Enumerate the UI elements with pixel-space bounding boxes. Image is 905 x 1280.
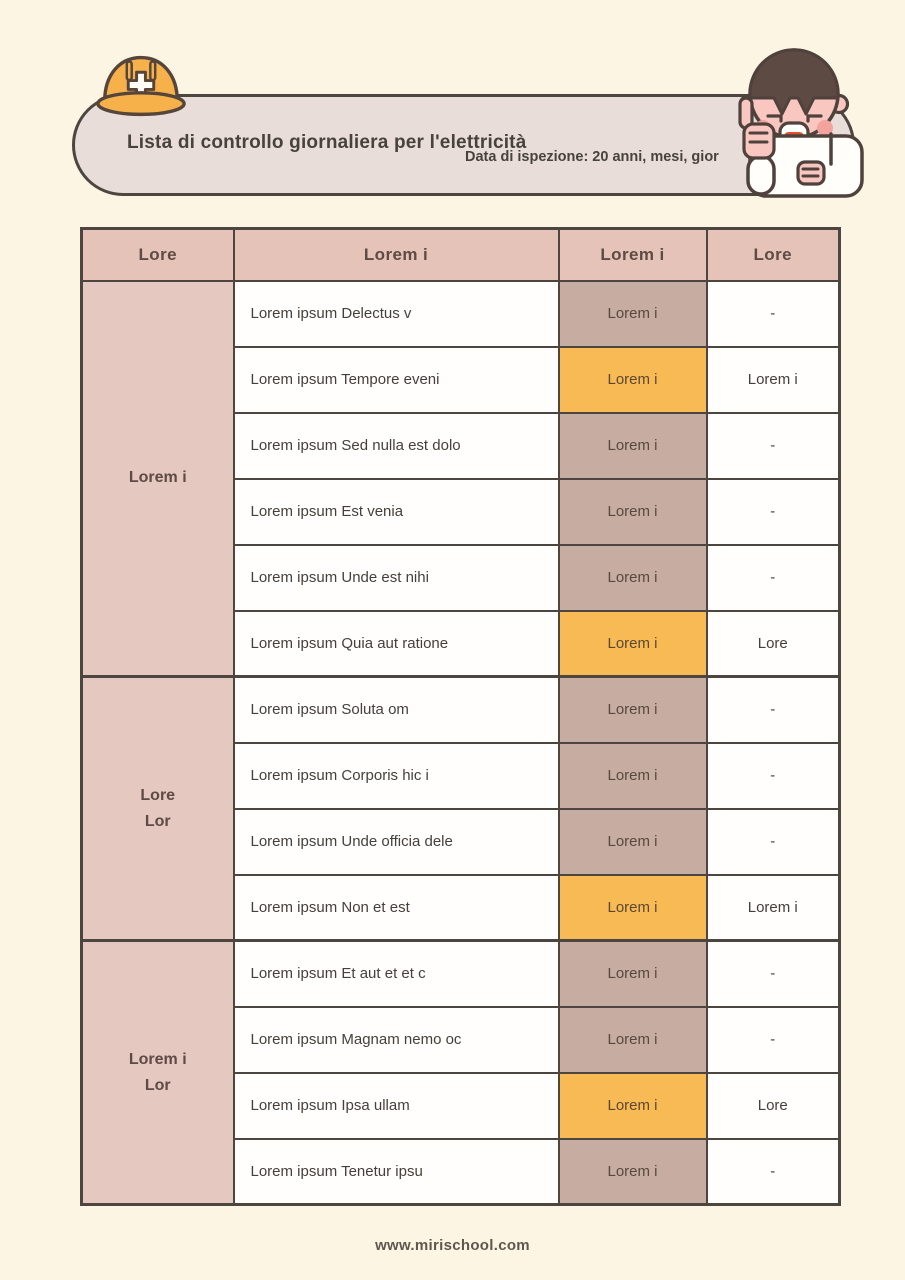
page-title: Lista di controllo giornaliera per l'elettricità xyxy=(127,132,527,153)
table-row xyxy=(82,281,840,347)
item-cell: Lorem ipsum Sed nulla est dolo xyxy=(234,413,559,479)
status-cell: Lorem i xyxy=(559,941,707,1007)
note-cell: - xyxy=(707,677,840,743)
note-cell: Lorem i xyxy=(707,347,840,413)
item-cell: Lorem ipsum Non et est xyxy=(234,875,559,941)
note-cell: - xyxy=(707,545,840,611)
inspection-date-label: Data di ispezione: 20 anni, mesi, gior xyxy=(465,149,719,165)
group-cell xyxy=(82,677,234,941)
note-cell: - xyxy=(707,413,840,479)
item-cell: Lorem ipsum Est venia xyxy=(234,479,559,545)
note-cell: - xyxy=(707,1007,840,1073)
group-label-line: Lor xyxy=(144,812,171,830)
group-cell xyxy=(82,941,234,1205)
item-cell: Lorem ipsum Soluta om xyxy=(234,677,559,743)
table-row xyxy=(82,677,840,743)
status-cell: Lorem i xyxy=(559,347,707,413)
note-cell: Lore xyxy=(707,611,840,677)
note-cell: - xyxy=(707,941,840,1007)
status-cell: Lorem i xyxy=(559,1007,707,1073)
hard-hat-icon xyxy=(92,46,190,124)
note-cell: - xyxy=(707,281,840,347)
note-cell: Lorem i xyxy=(707,875,840,941)
table-row xyxy=(82,941,840,1007)
note-cell: - xyxy=(707,809,840,875)
status-cell: Lorem i xyxy=(559,809,707,875)
item-cell: Lorem ipsum Corporis hic i xyxy=(234,743,559,809)
status-cell: Lorem i xyxy=(559,1139,707,1205)
column-header-note: Lore xyxy=(707,229,840,281)
note-cell: - xyxy=(707,1139,840,1205)
note-cell: - xyxy=(707,479,840,545)
item-cell: Lorem ipsum Et aut et et c xyxy=(234,941,559,1007)
group-cell xyxy=(82,281,234,677)
item-cell: Lorem ipsum Unde est nihi xyxy=(234,545,559,611)
group-label-line: Lorem i xyxy=(128,1050,187,1068)
column-header-item: Lorem i xyxy=(234,229,559,281)
status-cell: Lorem i xyxy=(559,611,707,677)
table-header-row xyxy=(82,229,840,281)
checklist-table xyxy=(80,227,841,1206)
status-cell: Lorem i xyxy=(559,743,707,809)
item-cell: Lorem ipsum Ipsa ullam xyxy=(234,1073,559,1139)
group-label-line: Lorem i xyxy=(128,469,187,487)
group-label-line: Lor xyxy=(144,1076,171,1094)
status-cell: Lorem i xyxy=(559,677,707,743)
website-url: www.mirischool.com xyxy=(375,1237,530,1254)
item-cell: Lorem ipsum Tenetur ipsu xyxy=(234,1139,559,1205)
item-cell: Lorem ipsum Delectus v xyxy=(234,281,559,347)
item-cell: Lorem ipsum Quia aut ratione xyxy=(234,611,559,677)
column-header-category: Lore xyxy=(82,229,234,281)
item-cell: Lorem ipsum Unde officia dele xyxy=(234,809,559,875)
status-cell: Lorem i xyxy=(559,875,707,941)
status-cell: Lorem i xyxy=(559,281,707,347)
item-cell: Lorem ipsum Tempore eveni xyxy=(234,347,559,413)
status-cell: Lorem i xyxy=(559,545,707,611)
checklist-table-wrap xyxy=(80,227,841,1206)
status-cell: Lorem i xyxy=(559,1073,707,1139)
status-cell: Lorem i xyxy=(559,413,707,479)
item-cell: Lorem ipsum Magnam nemo oc xyxy=(234,1007,559,1073)
group-label-line: Lore xyxy=(140,786,176,804)
column-header-status: Lorem i xyxy=(559,229,707,281)
worker-thumbs-up-character xyxy=(710,28,872,200)
note-cell: Lore xyxy=(707,1073,840,1139)
note-cell: - xyxy=(707,743,840,809)
status-cell: Lorem i xyxy=(559,479,707,545)
